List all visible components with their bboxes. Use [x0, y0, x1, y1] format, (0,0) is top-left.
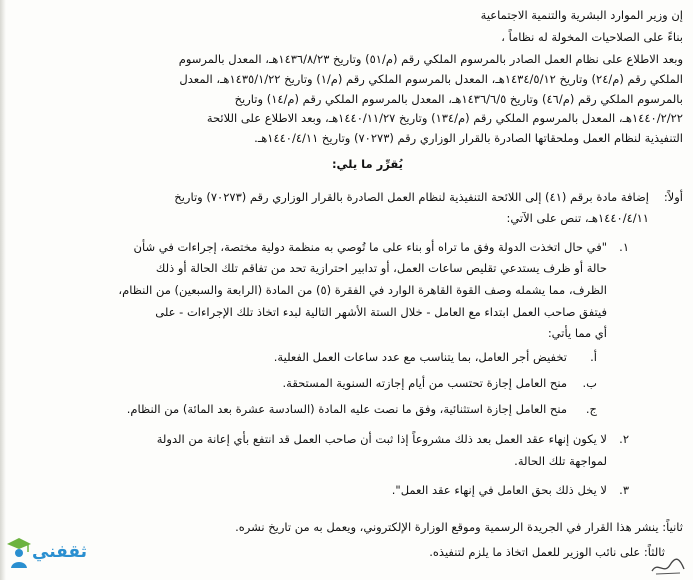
item-2-line-2: لمواجهة تلك الحالة.: [514, 454, 607, 468]
decides-heading: يُقرِّر ما يلي:: [331, 157, 403, 171]
item-1a-letter: أ.: [590, 350, 597, 364]
signature-mark-icon: [650, 555, 686, 577]
first-line-2: ١٤٤٠/٤/١١هـ، تنص على الآتي:: [506, 211, 649, 225]
preamble-line-4: ١٤٤٠/٢/٢٢هـ، المعدل بالمرسوم الملكي رقم (م/١٣٤) وتاريخ ١٤٤٠/١١/٢٧هـ، وبعد الاطلاع على اللائحة: [206, 111, 683, 125]
item-1-number: ١.: [619, 240, 629, 254]
item-1c-text: منح العامل إجازة استثنائية، وفق ما نصت عليه المادة (السادسة عشرة بعد المائة) من النظام.: [126, 402, 567, 416]
preamble-line-2: الملكي رقم (م/٢٤) وتاريخ ١٤٣٤/٥/١٢هـ، المعدل بالمرسوم الملكي رقم (م/١) وتاريخ ١٤٣٥/١/٢٢هـ، المعدل: [179, 72, 683, 86]
item-1-line-2: حالة أو ظرف يستدعي تقليص ساعات العمل، أو تدابير احترازية تحد من تفاقم تلك الحالة أو ذلك: [155, 261, 607, 275]
item-1c-letter: ج.: [585, 402, 597, 416]
first-line-1: إضافة مادة برقم (٤١) إلى اللائحة التنفيذية لنظام العمل الصادرة بالقرار الوزاري رقم (٧٠٢٧٣) وتاريخ: [174, 190, 649, 204]
header-line-2: بناءً على الصلاحيات المخولة له نظاماً ،: [501, 30, 683, 44]
item-1b-letter: ب.: [582, 376, 597, 390]
watermark-logo: [6, 536, 87, 570]
preamble-line-3: بالمرسوم الملكي رقم (م/٤٦) وتاريخ ١٤٣٦/٦/٥هـ، المعدل بالمرسوم الملكي رقم (م/١٤) وتاريخ: [234, 92, 683, 106]
preamble-line-5: التنفيذية لنظام العمل وملحقاتها الصادرة بالقرار الوزاري رقم (٧٠٢٧٣) وتاريخ ١٤٤٠/٤/١١هـ.: [254, 131, 683, 145]
graduation-person-logo-icon: [6, 536, 32, 570]
watermark-logo-text: ثقفني: [32, 542, 87, 562]
item-3-text: لا يخل ذلك بحق العامل في إنهاء عقد العمل".: [391, 483, 607, 497]
first-label: أولاً:: [663, 190, 683, 204]
item-2-line-1: لا يكون إنهاء عقد العمل بعد ذلك مشروعاً إذا ثبت أن صاحب العمل قد انتفع بأي إعانة من الدولة: [156, 432, 607, 446]
preamble-line-1: وبعد الاطلاع على نظام العمل الصادر بالمرسوم الملكي رقم (م/٥١) وتاريخ ١٤٣٦/٨/٢٣هـ، المعدل بالمرسوم: [178, 52, 683, 66]
item-1b-text: منح العامل إجازة تحتسب من أيام إجازته السنوية المستحقة.: [282, 376, 567, 390]
scan-shadow: [0, 0, 6, 580]
item-2-number: ٢.: [619, 432, 629, 446]
item-1-line-3: الظرف، مما يشمله وصف القوة القاهرة الوارد في الفقرة (٥) من المادة (الرابعة والسبعين) من النظام،: [118, 283, 607, 297]
item-3-number: ٣.: [619, 483, 629, 497]
item-1-line-4: فيتفق صاحب العمل ابتداء مع العامل - خلال الستة الأشهر التالية لبدء اتخاذ تلك الإجراءات - على: [155, 305, 607, 319]
header-line-1: إن وزير الموارد البشرية والتنمية الاجتماعية: [480, 8, 683, 22]
item-1a-text: تخفيض أجر العامل، بما يتناسب مع عدد ساعات العمل الفعلية.: [273, 350, 567, 364]
second-clause: ثانياً: ينشر هذا القرار في الجريدة الرسمية وموقع الوزارة الإلكتروني، ويعمل به من تاريخ نشره.: [235, 520, 683, 534]
third-clause: ثالثاً: على نائب الوزير للعمل اتخاذ ما يلزم لتنفيذه.: [429, 545, 665, 559]
item-1-line-1: "في حال اتخذت الدولة وفق ما تراه أو بناء على ما تُوصي به منظمة دولية مختصة، إجراءات في شأن: [133, 240, 607, 254]
item-1-line-5: أي مما يأتي:: [547, 326, 607, 340]
